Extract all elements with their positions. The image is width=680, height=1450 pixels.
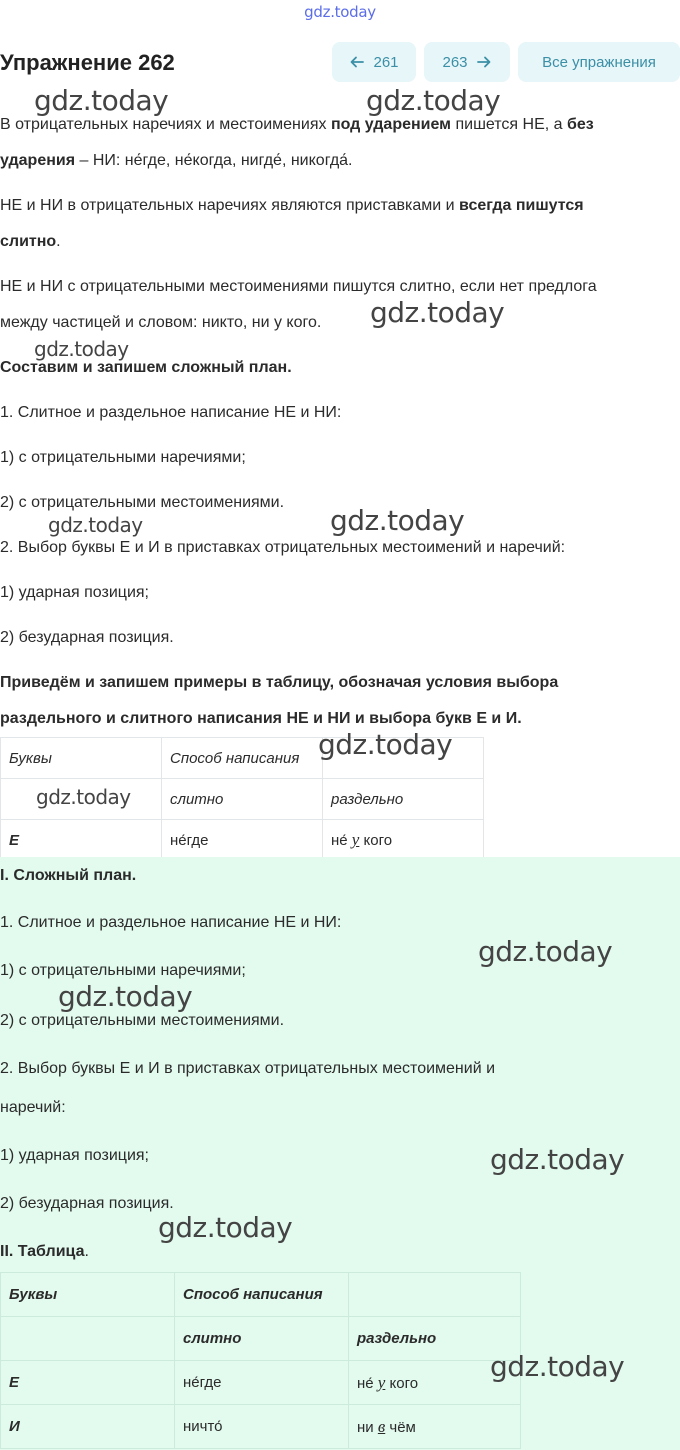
rule-text: .	[56, 233, 61, 250]
answer-item: 1) с отрицательными наречиями;	[0, 962, 246, 979]
prev-exercise-label: 261	[373, 53, 399, 71]
table-row	[1, 820, 484, 861]
rule-emphasis: слитно	[0, 233, 57, 250]
watermark: gdz.today	[158, 1211, 293, 1244]
watermark: gdz.today	[34, 337, 129, 361]
exercise-header	[0, 42, 680, 82]
rule-text: В отрицательных наречиях и местоимениях	[0, 116, 331, 133]
page-title: Упражнение 262	[0, 50, 175, 75]
plan-item: 1. Слитное и раздельное написание НЕ и НИ:	[0, 404, 342, 421]
site-watermark-top: gdz.today	[304, 3, 376, 21]
rule-text: НЕ и НИ в отрицательных наречиях являются приставками и	[0, 197, 460, 214]
table-header-cell: Способ написания	[162, 738, 323, 779]
answer-item: наречий:	[0, 1099, 66, 1116]
watermark: gdz.today	[34, 84, 169, 117]
cell-text: ни	[357, 1418, 378, 1436]
watermark: gdz.today	[490, 1350, 625, 1383]
table-intro-line-1: Приведём и запишем примеры в таблицу, обозначая условия выбора	[0, 674, 559, 691]
table-header-cell: Способ написания	[175, 1273, 349, 1317]
answer-item: 2) с отрицательными местоимениями.	[0, 1012, 285, 1029]
rule-emphasis: без	[566, 116, 594, 133]
table-row	[1, 1361, 521, 1405]
watermark: gdz.today	[330, 504, 465, 537]
preposition-mark: у	[351, 830, 360, 849]
table-intro-line-2: раздельного и слитного написания НЕ и НИ и выбора букв Е и И.	[0, 710, 522, 727]
plan-item: 1) с отрицательными наречиями;	[0, 449, 246, 466]
rule-line-6: между частицей и словом: никто, ни у кого.	[0, 314, 322, 331]
table-header-cell: Буквы	[1, 1273, 175, 1317]
table-cell	[349, 1273, 521, 1317]
answer-item: 2. Выбор буквы Е и И в приставках отрицательных местоимений и	[0, 1060, 496, 1077]
heading-text: II. Таблица	[0, 1243, 85, 1260]
watermark: gdz.today	[366, 84, 501, 117]
cell-text: кого	[359, 832, 393, 849]
rule-line-1	[0, 116, 594, 134]
heading-text: .	[84, 1243, 89, 1260]
watermark: gdz.today	[370, 296, 505, 329]
table-header-cell: Буквы	[1, 738, 162, 779]
plan-item: 2. Выбор буквы Е и И в приставках отрицательных местоимений и наречий:	[0, 539, 566, 556]
all-exercises-label: Все упражнения	[542, 53, 656, 71]
table-letter-cell: И	[1, 1405, 175, 1449]
table-subheader-cell: раздельно	[323, 779, 484, 820]
table-row	[1, 1405, 521, 1449]
next-exercise-label: 263	[442, 53, 468, 71]
rule-line-3	[0, 197, 584, 215]
table-row	[1, 1273, 521, 1317]
table-cell: не́где	[175, 1361, 349, 1405]
watermark: gdz.today	[318, 728, 453, 761]
plan-heading: Составим и запишем сложный план.	[0, 359, 292, 376]
answer-item: 2) безударная позиция.	[0, 1195, 174, 1212]
next-exercise-button[interactable]	[424, 42, 510, 82]
table-letter-cell: Е	[1, 1361, 175, 1405]
plan-item: 1) ударная позиция;	[0, 584, 149, 601]
rule-emphasis: всегда пишутся	[459, 197, 584, 214]
cell-text: не́	[357, 1374, 378, 1392]
watermark: gdz.today	[58, 980, 193, 1013]
answer-table	[0, 1272, 521, 1449]
watermark: gdz.today	[48, 513, 143, 537]
table-cell	[323, 820, 484, 861]
prev-exercise-button[interactable]	[332, 42, 416, 82]
rule-text: – НИ: не́где, не́когда, нигде́, никогда́.	[75, 152, 353, 169]
table-cell	[349, 1405, 521, 1449]
cell-text: не́	[331, 832, 352, 849]
answer-item: 1) ударная позиция;	[0, 1147, 149, 1164]
preposition-mark: у	[377, 1372, 386, 1392]
watermark: gdz.today	[490, 1143, 625, 1176]
table-subheader-cell: раздельно	[349, 1317, 521, 1361]
plan-item: 2) с отрицательными местоимениями.	[0, 494, 285, 511]
table-row	[1, 1317, 521, 1361]
arrow-left-icon	[349, 54, 365, 70]
cell-text: кого	[385, 1374, 419, 1392]
answer-heading-table	[0, 1243, 89, 1261]
table-subheader-cell: слитно	[162, 779, 323, 820]
rule-emphasis: под ударением	[330, 116, 452, 133]
table-cell: ничто́	[175, 1405, 349, 1449]
answer-heading-plan: I. Сложный план.	[0, 867, 137, 884]
rule-emphasis: ударения	[0, 152, 76, 169]
watermark: gdz.today	[36, 785, 131, 809]
preposition-mark: в	[377, 1416, 386, 1436]
answer-item: 1. Слитное и раздельное написание НЕ и НИ:	[0, 914, 342, 931]
rule-line-5: НЕ и НИ с отрицательными местоимениями пишутся слитно, если нет предлога	[0, 278, 597, 295]
table-cell: не́где	[162, 820, 323, 861]
table-subheader-cell: слитно	[175, 1317, 349, 1361]
cell-text: чём	[385, 1418, 416, 1436]
all-exercises-button[interactable]	[518, 42, 680, 82]
rule-line-4	[0, 233, 61, 251]
table-letter-cell: Е	[1, 820, 162, 861]
arrow-right-icon	[476, 54, 492, 70]
table-cell	[1, 1317, 175, 1361]
rule-line-2	[0, 152, 353, 170]
rule-text: пишется НЕ, а	[451, 116, 567, 133]
watermark: gdz.today	[478, 935, 613, 968]
plan-item: 2) безударная позиция.	[0, 629, 174, 646]
